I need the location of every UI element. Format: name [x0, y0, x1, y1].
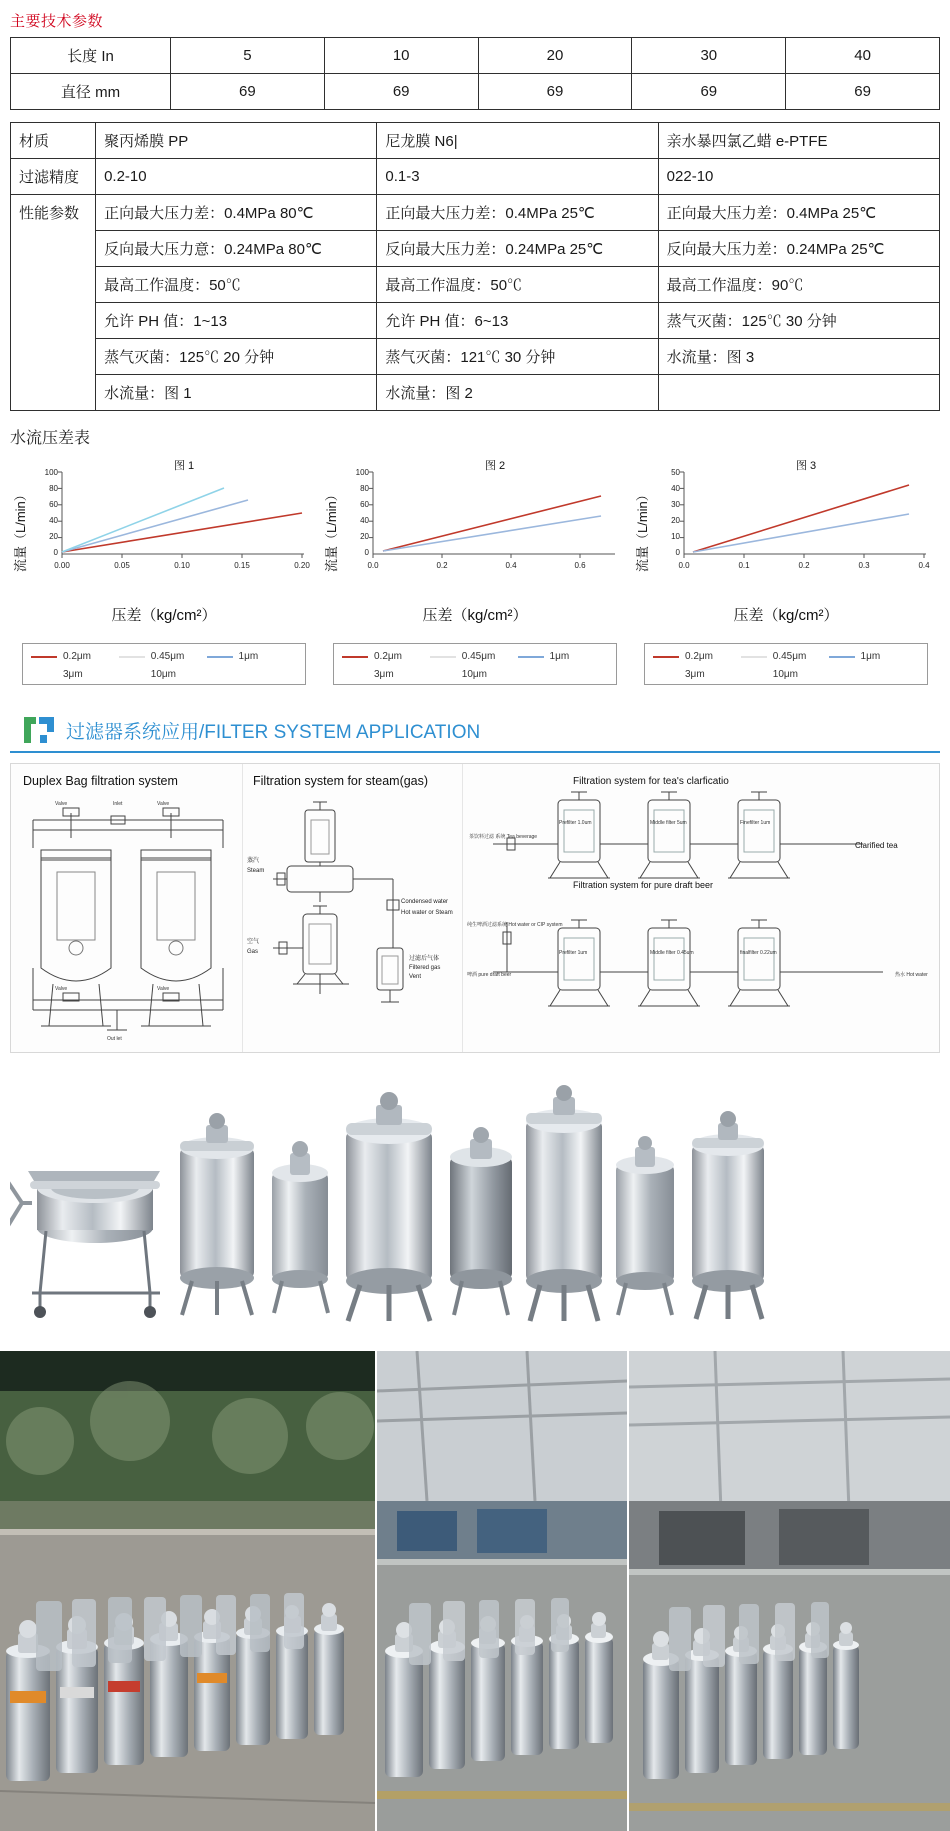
- legend-swatch-icon: [119, 656, 145, 658]
- chart-3-title: 图 3: [796, 460, 817, 472]
- chart-2-svg: [325, 454, 625, 579]
- legend-item: [518, 669, 606, 680]
- legend-item: [430, 651, 518, 662]
- legend-swatch-icon: [741, 674, 767, 676]
- application-title: [66, 717, 480, 744]
- chart-2-plot: [325, 454, 625, 574]
- cell: 正向最大压力差：0.4MPa 25℃: [658, 195, 939, 231]
- diagram-3-svg: [463, 764, 937, 1044]
- diagram-4-label: Middle filter 0.45um: [650, 950, 694, 956]
- cell: 正向最大压力差：0.4MPa 25℃: [377, 195, 658, 231]
- svg-text:40: 40: [49, 516, 58, 525]
- cell: 69: [324, 74, 478, 110]
- legend-row: [342, 651, 608, 662]
- diagram-1-svg: [11, 788, 243, 1043]
- legend-swatch-icon: [31, 656, 57, 658]
- chart-3-svg: [636, 454, 936, 579]
- legend-label: 0.45μm: [461, 651, 496, 662]
- cell: 水流量：图 3: [658, 339, 939, 375]
- legend-swatch-icon: [207, 656, 233, 658]
- diagram-2-label: 蒸汽: [247, 858, 260, 864]
- cell: 40: [786, 38, 940, 74]
- diagram-1-title: Duplex Bag filtration system: [23, 774, 178, 788]
- legend-row: [653, 651, 919, 662]
- diagram-2-title: Filtration system for steam(gas): [253, 774, 429, 788]
- svg-text:0: 0: [675, 548, 680, 557]
- legend-item: [653, 651, 741, 662]
- legend-item: [119, 669, 207, 680]
- svg-text:0.6: 0.6: [574, 561, 586, 570]
- legend-item: [207, 669, 295, 680]
- cell: 最高工作温度：50℃: [377, 267, 658, 303]
- product-housing: [346, 1092, 432, 1321]
- diagram-1-label: Valve: [157, 986, 170, 992]
- diagram-2-label: 空气: [247, 939, 260, 945]
- factory-photo-2-svg: [377, 1351, 627, 1831]
- diagram-2-label: 过滤后气体: [409, 956, 440, 962]
- factory-photo-3-svg: [629, 1351, 950, 1831]
- cell: 69: [786, 74, 940, 110]
- chart-1-ylabel: 流量（L/min）: [13, 488, 28, 572]
- material-table: [10, 122, 940, 411]
- legend-item: [342, 651, 430, 662]
- diagram-3-label: Finefilter 1um: [740, 820, 771, 826]
- diagram-1-label: Inlet: [113, 801, 123, 807]
- table-row: [11, 159, 940, 195]
- chart-3-ylabel: 流量（L/min）: [635, 488, 650, 572]
- diagram-1-label: Valve: [157, 801, 170, 807]
- cell: 水流量：图 2: [377, 375, 658, 411]
- cell: 反向最大压力差：0.24MPa 25℃: [658, 231, 939, 267]
- cell: 30: [632, 38, 786, 74]
- legend-swatch-icon: [430, 674, 456, 676]
- table-row: [11, 74, 940, 110]
- diagram-4-label: Prefilter 1um: [559, 950, 588, 956]
- table-row: [11, 231, 940, 267]
- svg-text:0: 0: [53, 548, 58, 557]
- diagram-tea-beer: [463, 764, 937, 1052]
- legend-row: [342, 669, 608, 680]
- factory-photo-2: [377, 1351, 627, 1831]
- svg-text:0.0: 0.0: [678, 561, 690, 570]
- legend-row: [31, 669, 297, 680]
- svg-text:20: 20: [671, 516, 680, 525]
- chart-2-legend: [333, 643, 617, 685]
- chart-1-svg: [14, 454, 314, 579]
- legend-label: 1μm: [238, 651, 259, 662]
- product-vessel-cart: [10, 1171, 160, 1318]
- chart-1-xlabel: 压差（kg/cm²）: [111, 607, 217, 624]
- diagram-2-label: Filtered gas: [409, 965, 441, 971]
- diagram-3-output-label: Clarified tea: [855, 841, 898, 850]
- table-row: [11, 375, 940, 411]
- cell: 0.1-3: [377, 159, 658, 195]
- chart-3-xlabel: 压差（kg/cm²）: [733, 607, 839, 624]
- size-table: [10, 37, 940, 110]
- svg-text:20: 20: [360, 532, 369, 541]
- legend-label: 0.2μm: [63, 651, 91, 662]
- application-title-en: FILTER SYSTEM APPLICATION: [204, 721, 481, 743]
- diagram-3-label: Prefilter 1.0um: [559, 820, 592, 826]
- table-row: [11, 38, 940, 74]
- svg-text:80: 80: [360, 484, 369, 493]
- svg-text:30: 30: [671, 500, 680, 509]
- svg-text:0.0: 0.0: [367, 561, 379, 570]
- application-diagrams-panel: [10, 763, 940, 1053]
- diagram-steam-gas: [243, 764, 463, 1052]
- spacer: [0, 110, 950, 122]
- diagram-4-label: 纯生啤酒过滤系统 Hot water or CIP system: [467, 922, 563, 928]
- diagram-1-label: Valve: [55, 801, 68, 807]
- row-label: 长度 In: [11, 38, 171, 74]
- diagram-duplex-bag: [11, 764, 243, 1052]
- cell: 0.2-10: [96, 159, 377, 195]
- spacer-cell: [11, 339, 96, 375]
- legend-swatch-icon: [31, 674, 57, 676]
- chart-3-legend: [644, 643, 928, 685]
- svg-text:60: 60: [360, 500, 369, 509]
- legend-swatch-icon: [741, 656, 767, 658]
- legend-label: 3μm: [374, 669, 394, 680]
- chart-2-xlabel: 压差（kg/cm²）: [422, 607, 528, 624]
- factory-photo-1: [0, 1351, 375, 1831]
- cell: 69: [171, 74, 325, 110]
- legend-label: 0.45μm: [772, 651, 807, 662]
- chart-3: [636, 454, 936, 685]
- product-photo-svg: [10, 1053, 940, 1343]
- svg-text:0: 0: [364, 548, 369, 557]
- svg-text:80: 80: [49, 484, 58, 493]
- legend-label: 1μm: [549, 651, 570, 662]
- legend-swatch-icon: [342, 674, 368, 676]
- legend-label: 0.2μm: [685, 651, 713, 662]
- diagram-2-label: Condensed water: [401, 899, 449, 905]
- row-label-accuracy: 过滤精度: [11, 159, 96, 195]
- cell: 反向最大压力意：0.24MPa 80℃: [96, 231, 377, 267]
- legend-label: 3μm: [63, 669, 83, 680]
- legend-label: 10μm: [772, 669, 798, 680]
- product-housing: [526, 1085, 602, 1321]
- cell: 聚丙烯膜 PP: [96, 123, 377, 159]
- diagram-2-label: Vent: [409, 974, 422, 980]
- cell: 最高工作温度：50℃: [96, 267, 377, 303]
- charts-row: [0, 454, 950, 685]
- svg-text:50: 50: [671, 468, 680, 477]
- cell: 蒸气灭菌：121℃ 30 分钟: [377, 339, 658, 375]
- application-section-header: [10, 699, 940, 753]
- product-housing: [272, 1141, 328, 1313]
- diagram-3-label: 茶饮料过滤 系统 Tea beverage: [469, 834, 538, 840]
- svg-text:0.15: 0.15: [234, 561, 250, 570]
- legend-item: [119, 651, 207, 662]
- legend-item: [31, 669, 119, 680]
- spacer-cell: [11, 231, 96, 267]
- svg-text:40: 40: [360, 516, 369, 525]
- diagram-2-label: Gas: [247, 949, 259, 955]
- diagram-3-label: Middle filter 5um: [650, 820, 687, 826]
- svg-text:0.4: 0.4: [918, 561, 930, 570]
- diagram-4-label: 热水 Hot water: [895, 972, 928, 978]
- chart-2-title: 图 2: [485, 460, 506, 472]
- spec-section-title: 主要技术参数: [10, 13, 104, 30]
- legend-item: [207, 651, 295, 662]
- diagram-1-label: Valve: [55, 986, 68, 992]
- chart-2: [325, 454, 625, 685]
- cell: 尼龙膜 N6|: [377, 123, 658, 159]
- svg-text:0.3: 0.3: [858, 561, 870, 570]
- chart-2-ylabel: 流量（L/min）: [324, 488, 339, 572]
- diagram-3-title: Filtration system for tea's clarficatio: [573, 776, 729, 787]
- diagram-4-title: Filtration system for pure draft beer: [573, 880, 714, 890]
- legend-item: [741, 669, 829, 680]
- chart-1-legend: [22, 643, 306, 685]
- cell: 蒸气灭菌：125℃ 30 分钟: [658, 303, 939, 339]
- table-row: [11, 339, 940, 375]
- cell: 20: [478, 38, 632, 74]
- cell: 69: [632, 74, 786, 110]
- svg-text:60: 60: [49, 500, 58, 509]
- legend-swatch-icon: [342, 656, 368, 658]
- row-label: 直径 mm: [11, 74, 171, 110]
- legend-swatch-icon: [653, 656, 679, 658]
- factory-photo-3: [629, 1351, 950, 1831]
- svg-text:0.2: 0.2: [798, 561, 810, 570]
- legend-label: 0.2μm: [374, 651, 402, 662]
- legend-swatch-icon: [119, 674, 145, 676]
- product-housing: [692, 1111, 764, 1319]
- factory-photo-row: [0, 1351, 950, 1831]
- diagram-2-label: Hot water or Steam: [401, 910, 453, 916]
- legend-swatch-icon: [653, 674, 679, 676]
- legend-row: [31, 651, 297, 662]
- diagram-2-svg: [243, 788, 463, 1043]
- svg-text:0.4: 0.4: [505, 561, 517, 570]
- cell: [658, 375, 939, 411]
- legend-label: 3μm: [685, 669, 705, 680]
- legend-item: [518, 651, 606, 662]
- svg-text:100: 100: [355, 468, 369, 477]
- legend-row: [653, 669, 919, 680]
- factory-photo-1-svg: [0, 1351, 375, 1831]
- legend-item: [653, 669, 741, 680]
- cell: 69: [478, 74, 632, 110]
- company-logo-icon: [22, 715, 56, 745]
- legend-swatch-icon: [430, 656, 456, 658]
- svg-text:0.10: 0.10: [174, 561, 190, 570]
- cell: 最高工作温度：90℃: [658, 267, 939, 303]
- diagram-1-label: Out let: [107, 1036, 122, 1042]
- legend-swatch-icon: [518, 656, 544, 658]
- svg-text:0.1: 0.1: [738, 561, 750, 570]
- legend-swatch-icon: [829, 656, 855, 658]
- legend-label: 10μm: [461, 669, 487, 680]
- product-housing: [450, 1127, 512, 1315]
- product-photo-group: [10, 1053, 940, 1343]
- svg-text:0.20: 0.20: [294, 561, 310, 570]
- application-title-cn: 过滤器系统应用/: [66, 721, 205, 743]
- svg-text:0.00: 0.00: [54, 561, 70, 570]
- legend-item: [741, 651, 829, 662]
- cell: 10: [324, 38, 478, 74]
- svg-text:20: 20: [49, 532, 58, 541]
- chart-1-plot: [14, 454, 314, 574]
- cell: 允许 PH 值：6~13: [377, 303, 658, 339]
- legend-item: [829, 651, 917, 662]
- product-housing: [616, 1136, 674, 1315]
- chart-3-plot: [636, 454, 936, 574]
- cell: 5: [171, 38, 325, 74]
- svg-text:100: 100: [44, 468, 58, 477]
- charts-section-title: 水流压差表: [10, 430, 91, 447]
- table-row: [11, 123, 940, 159]
- legend-item: [430, 669, 518, 680]
- product-housing: [180, 1113, 254, 1315]
- table-row: [11, 303, 940, 339]
- cell: 蒸气灭菌：125℃ 20 分钟: [96, 339, 377, 375]
- spacer-cell: [11, 375, 96, 411]
- diagram-4-label: finalfilter 0.22um: [740, 950, 777, 956]
- legend-item: [31, 651, 119, 662]
- cell: 022-10: [658, 159, 939, 195]
- row-label-performance: 性能参数: [11, 195, 96, 231]
- cell: 正向最大压力差：0.4MPa 80℃: [96, 195, 377, 231]
- legend-label: 0.45μm: [150, 651, 185, 662]
- spacer-cell: [11, 303, 96, 339]
- svg-text:0.05: 0.05: [114, 561, 130, 570]
- chart-1-title: 图 1: [174, 460, 195, 472]
- legend-label: 1μm: [860, 651, 881, 662]
- table-row: [11, 195, 940, 231]
- svg-text:0.2: 0.2: [436, 561, 448, 570]
- table-row: [11, 267, 940, 303]
- row-label-material: 材质: [11, 123, 96, 159]
- diagram-2-label: Steam: [247, 868, 265, 874]
- chart-1: [14, 454, 314, 685]
- cell: 水流量：图 1: [96, 375, 377, 411]
- svg-text:40: 40: [671, 484, 680, 493]
- diagram-4-label: 啤酒 pure draft beer: [467, 972, 512, 978]
- cell: 反向最大压力差：0.24MPa 25℃: [377, 231, 658, 267]
- legend-item: [829, 669, 917, 680]
- svg-text:10: 10: [671, 532, 680, 541]
- cell: 允许 PH 值：1~13: [96, 303, 377, 339]
- cell: 亲水暴四氯乙蜡 e-PTFE: [658, 123, 939, 159]
- legend-label: 10μm: [150, 669, 176, 680]
- legend-item: [342, 669, 430, 680]
- spacer-cell: [11, 267, 96, 303]
